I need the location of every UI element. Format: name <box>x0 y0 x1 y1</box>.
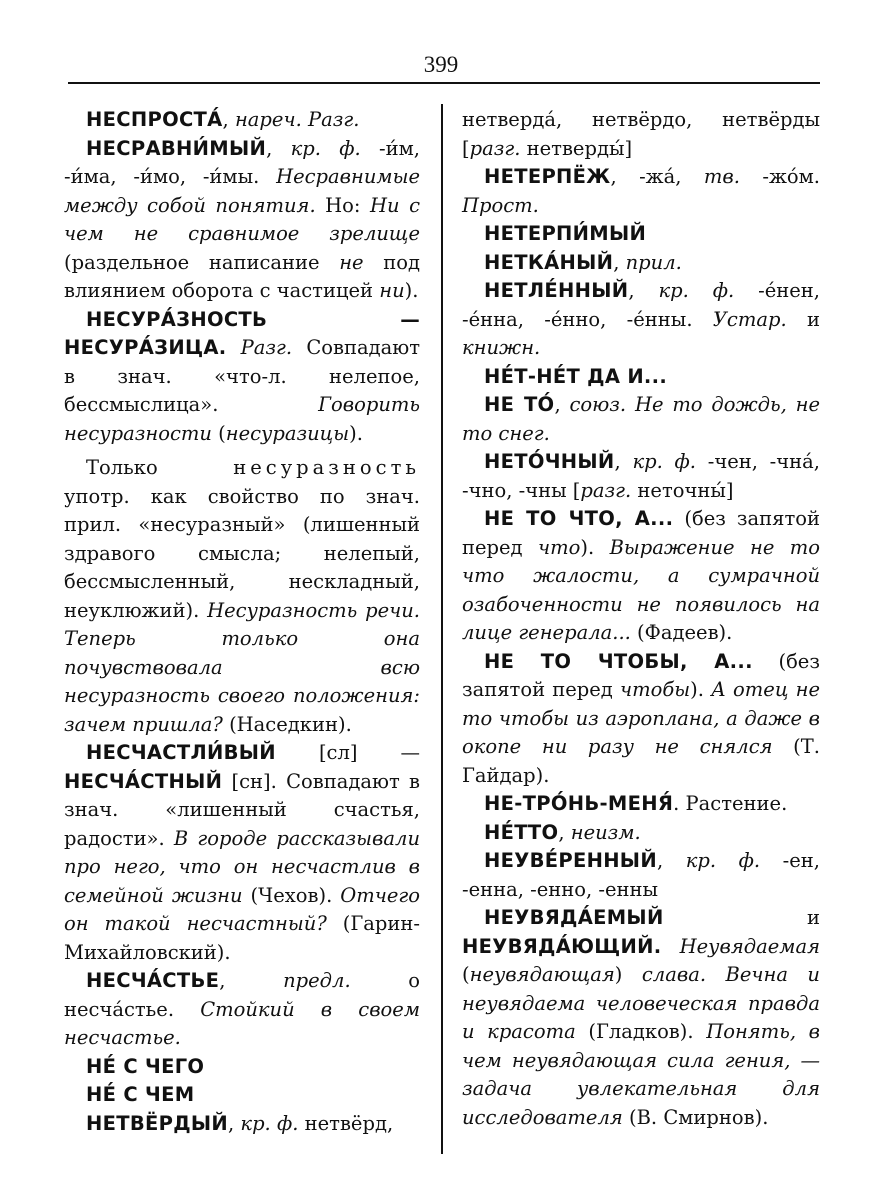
entry-neterpimy: НЕТЕРПИ́МЫЙ <box>484 222 647 245</box>
entry-neuverenny: НЕУВЕ́РЕННЫЙ, кр. ф. -ен, -енна, -енно, -енны <box>462 849 820 901</box>
entry-nesravnimy: НЕСРАВНИ́МЫЙ, кр. ф. -и́м, -и́ма, -и́мо, -и́мы. Несравнимые между собой понятия. Но: Ни с чем не сравнимое зрелище (раздельное написание не под влиянием оборота с частицей ни). <box>64 136 420 302</box>
entry-netochny: НЕТО́ЧНЫЙ, кр. ф. -чен, -чна́, -чно, -чны [разг. неточны́] <box>462 450 820 502</box>
entry-nesprosta: НЕСПРОСТА́, нареч. Разг. <box>86 108 360 131</box>
entry-ne-to: НЕ ТО́, союз. Не то дождь, не то снег. <box>462 393 821 445</box>
left-column <box>64 106 420 1138</box>
entry-ne-tron-menya: НЕ-ТРО́НЬ-МЕНЯ́. Растение. <box>484 792 788 815</box>
page-number: 399 <box>423 52 459 77</box>
entry-neschastye: НЕСЧА́СТЬЕ, предл. о несча́стье. Стойкий в своем несчастье. <box>64 969 420 1049</box>
header-rule <box>68 82 820 84</box>
entry-neuvyadaemy: НЕУВЯДА́ЕМЫЙ и НЕУВЯДА́ЮЩИЙ. Неувядаемая (неувядающая) слава. Вечна и неувядаема человеческая правда и красота (Гладков). Понять, в чем неувядающая сила гения, — задача увлекательная для исследователя (В. Смирнов). <box>462 906 820 1129</box>
entry-ne-s-chem: НЕ́ С ЧЕМ <box>86 1083 195 1106</box>
entry-netlenny: НЕТЛЕ́ННЫЙ, кр. ф. -е́нен, -е́нна, -е́нно, -е́нны. Устар. и книжн. <box>462 279 820 359</box>
entry-netvyordy: НЕТВЁРДЫЙ, кр. ф. нетвёрд, <box>86 1111 394 1135</box>
entry-netvyordy-continued: нетверда́, нетвёрдо, нетвёрды [разг. нетверды́] <box>462 108 820 160</box>
entry-ne-s-chego: НЕ́ С ЧЕГО <box>86 1054 205 1078</box>
right-column <box>462 106 820 1132</box>
entry-ne-to-chtoby-a: НЕ ТО ЧТОБЫ, А... (без запятой перед чтобы). А отец не то чтобы из аэроплана, а даже в окопе ни разу не снялся (Т. Гайдар). <box>462 649 820 787</box>
entry-net-net-da-i: НЕ́Т-НЕ́Т ДА И... <box>484 364 668 388</box>
column-divider <box>441 104 443 1154</box>
entry-netto: НЕ́ТТО, неизм. <box>484 820 641 844</box>
entry-ne-to-chto-a: НЕ ТО ЧТО, А... (без запятой перед что). Выражение не то что жалости, а сумрачной озабоченности не появилось на лице генерала... (Фадеев). <box>462 507 821 644</box>
entry-neschastlivy: НЕСЧАСТЛИ́ВЫЙ [сл] — НЕСЧА́СТНЫЙ [сн]. Совпадают в знач. «лишенный счастья, радости». В городе рассказывали про него, что он несчастлив в семейной жизни (Чехов). Отчего он такой несчастный? (Гарин-Михайловский). <box>64 741 421 964</box>
entry-neterpyozh: НЕТЕРПЁЖ, -жа́, тв. -жо́м. Прост. <box>462 165 820 217</box>
entry-netkany: НЕТКА́НЫЙ, прил. <box>484 250 682 274</box>
note-nesuraznost-usage: Только несуразность употр. как свойство по знач. прил. «несуразный» (лишенный здравого смысла; нелепый, бессмысленный, нескладный, неуклюжий). Несуразность речи. Теперь только она почувствовала всю несуразность своего положения: зачем пришла? (Наседкин). <box>64 456 420 736</box>
entry-nesuraznost: НЕСУРА́ЗНОСТЬ — НЕСУРА́ЗИЦА. Разг. Совпадают в знач. «что-л. нелепое, бессмыслица». Говорить несуразности (несуразицы). <box>64 307 420 445</box>
